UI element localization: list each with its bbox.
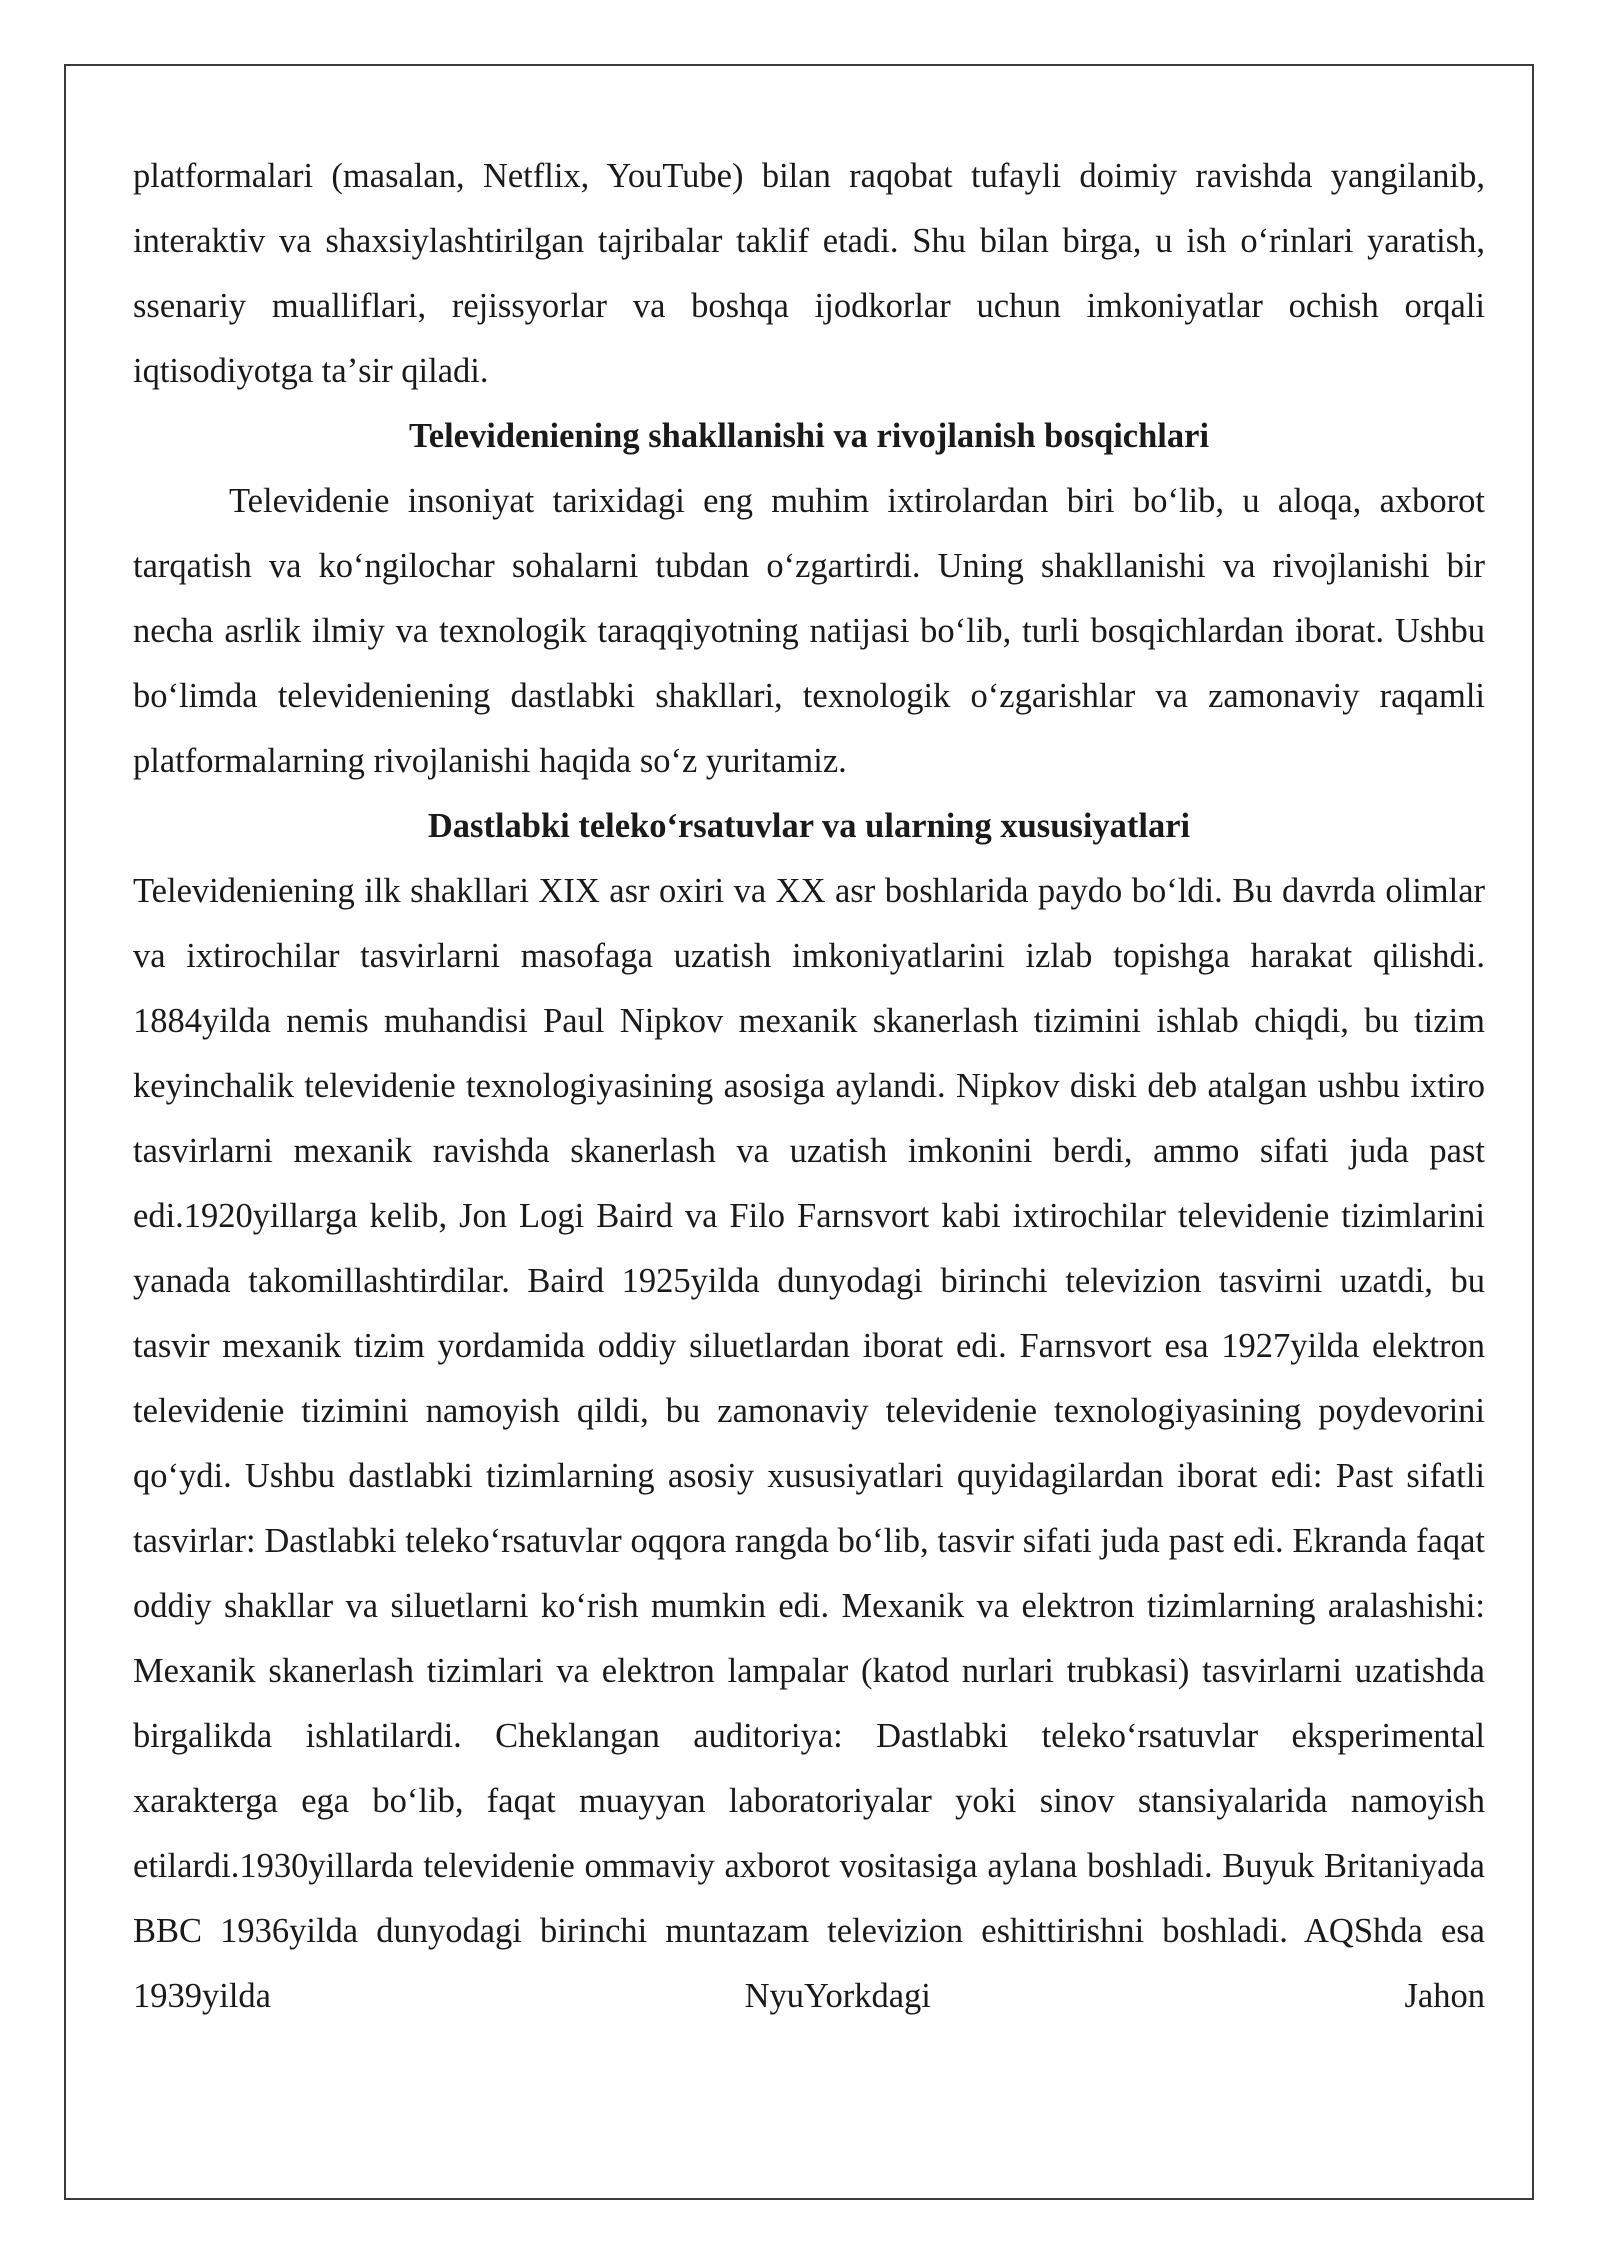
section-heading-early-broadcasts: Dastlabki telekoʻrsatuvlar va ularning xususiyatlari — [427, 807, 1191, 845]
section-heading-formation: Televideniening shakllanishi va rivojlanish bosqichlari — [408, 417, 1210, 455]
paragraph-early-history: Televideniening ilk shakllari XIX asr oxiri va XX asr boshlarida paydo boʻldi. Bu davrda olimlar va ixtirochilar tasvirlarni masofaga uzatish imkoniyatlarini izlab topishga harakat qilishdi. 1884yilda nemis muhandisi Paul Nipkov mexanik skanerlash tizimini ishlab chiqdi, bu tizim keyinchalik televidenie texnologiyasining asosiga aylandi. Nipkov diski deb atalgan ushbu ixtiro tasvirlarni mexanik ravishda skanerlash va uzatish imkonini berdi, ammo sifati juda past edi.1920yillarga kelib, Jon Logi Baird va Filo Farnsvort kabi ixtirochilar televidenie tizimlarini yanada takomillashtirdilar. Baird 1925yilda dunyodagi birinchi televizion tasvirni uzatdi, bu tasvir mexanik tizim yordamida oddiy siluetlardan iborat edi. Farnsvort esa 1927yilda elektron televidenie tizimini namoyish qildi, bu zamonaviy televidenie texnologiyasining poydevorini qoʻydi. Ushbu dastlabki tizimlarning asosiy xususiyatlari quyidagilardan iborat edi: Past sifatli tasvirlar: Dastlabki telekoʻrsatuvlar oqqora rangda boʻlib, tasvir sifati juda past edi. Ekranda faqat oddiy shakllar va siluetlarni koʻrish mumkin edi. Mexanik va elektron tizimlarning aralashishi: Mexanik skanerlash tizimlari va elektron lampalar (katod nurlari trubkasi) tasvirlarni uzatishda birgalikda ishlatilardi. Cheklangan auditoriya: Dastlabki telekoʻrsatuvlar eksperimental xarakterga ega boʻlib, faqat muayyan laboratoriyalar yoki sinov stansiyalarida namoyish etilardi.1930yillarda televidenie ommaviy axborot vositasiga aylana boshladi. Buyuk Britaniyada BBC 1936yilda dunyodagi birinchi muntazam televizion eshittirishni boshladi. AQShda esa 1939yilda NyuYorkdagi Jahon — [133, 872, 1485, 2015]
paragraph-television-overview: Televidenie insoniyat tarixidagi eng muhim ixtirolardan biri boʻlib, u aloqa, axborot tarqatish va koʻngilochar sohalarni tubdan oʻzgartirdi. Uning shakllanishi va rivojlanishi bir necha asrlik ilmiy va texnologik taraqqiyotning natijasi boʻlib, turli bosqichlardan iborat. Ushbu boʻlimda televideniening dastlabki shakllari, texnologik oʻzgarishlar va zamonaviy raqamli platformalarning rivojlanishi haqida soʻz yuritamiz. — [133, 482, 1485, 780]
paragraph-intro-continuation: platformalari (masalan, Netflix, YouTube) bilan raqobat tufayli doimiy ravishda yangilanib, interaktiv va shaxsiylashtirilgan tajribalar taklif etadi. Shu bilan birga, u ish oʻrinlari yaratish, ssenariy mualliflari, rejissyorlar va boshqa ijodkorlar uchun imkoniyatlar ochish orqali iqtisodiyotga taʼsir qiladi. — [133, 157, 1485, 390]
document-body — [133, 144, 1485, 2029]
